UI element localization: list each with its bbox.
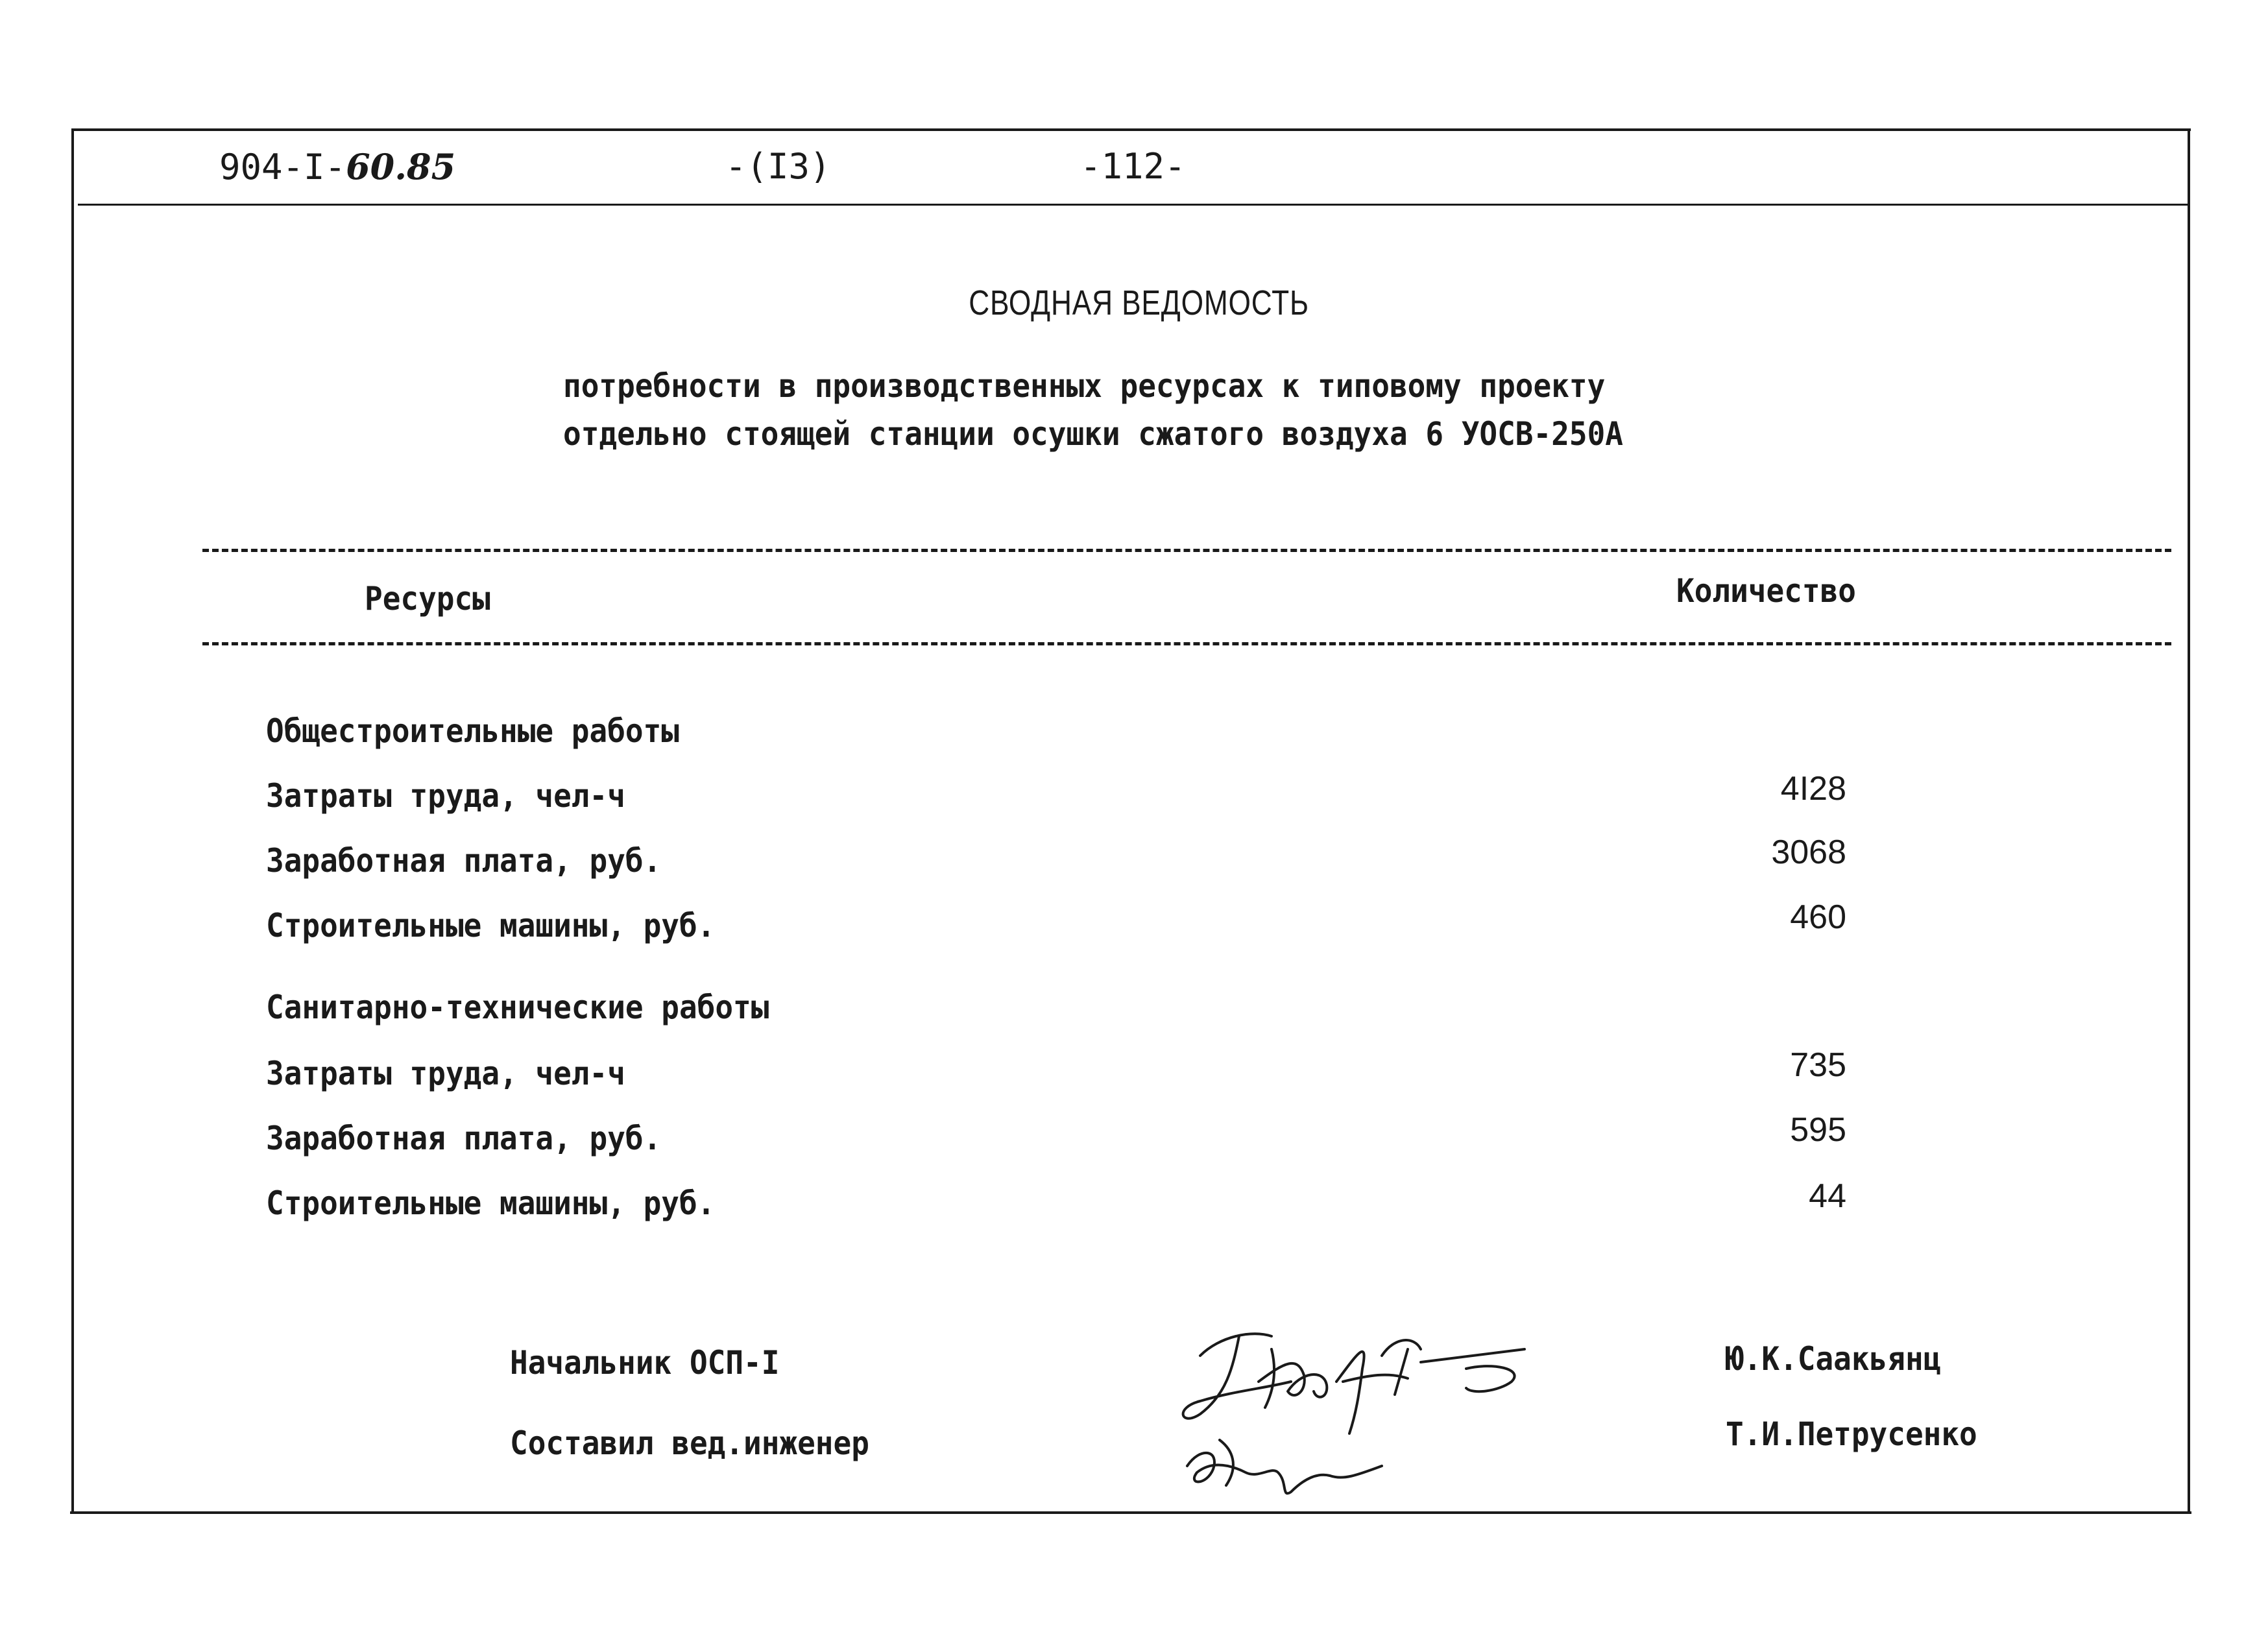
- doc-code-prefix: 904-I-: [219, 147, 346, 187]
- column-header-quantity: Количество: [1676, 572, 1856, 610]
- table-row-value: 595: [1790, 1111, 1846, 1149]
- column-header-resources: Ресурсы: [365, 580, 490, 618]
- header-divider: [78, 204, 2190, 206]
- section-title: Общестроительные работы: [266, 712, 679, 750]
- table-row-value: 4I28: [1780, 770, 1846, 808]
- table-row-value: 44: [1809, 1177, 1846, 1215]
- table-row-value: 3068: [1771, 834, 1846, 871]
- subtitle-line-1: потребности в производственных ресурсах к типовому проекту: [563, 367, 1606, 405]
- sheet-number: -(I3): [725, 146, 831, 187]
- table-row-label: Заработная плата, руб.: [266, 1120, 662, 1157]
- table-row-label: Строительные машины, руб.: [266, 907, 716, 944]
- table-top-dashed-line: [202, 549, 2171, 552]
- table-row-label: Затраты труда, чел-ч: [266, 777, 625, 815]
- head-title: Начальник ОСП-I: [510, 1344, 780, 1382]
- compiler-title: Составил вед.инженер: [510, 1424, 869, 1462]
- compiler-name: Т.И.Петрусенко: [1726, 1415, 1977, 1453]
- document-title: СВОДНАЯ ВЕДОМОСТЬ: [969, 283, 1309, 322]
- handwritten-signature: [1161, 1310, 1576, 1505]
- section-title: Санитарно-технические работы: [266, 989, 769, 1026]
- table-row-value: 460: [1790, 898, 1846, 936]
- doc-code: [219, 146, 456, 187]
- table-header-dashed-line: [202, 642, 2171, 645]
- table-row-label: Заработная плата, руб.: [266, 842, 662, 880]
- frame-left-border: [71, 128, 74, 1513]
- table-row-label: Строительные машины, руб.: [266, 1184, 716, 1222]
- page-number: -112-: [1080, 146, 1186, 187]
- table-row-value: 735: [1790, 1046, 1846, 1084]
- doc-code-handwritten: 60.85: [346, 146, 456, 187]
- frame-bottom-border: [70, 1511, 2191, 1514]
- subtitle-line-2: отдельно стоящей станции осушки сжатого воздуха 6 УОСВ-250А: [563, 415, 1623, 453]
- frame-right-border: [2188, 128, 2190, 1513]
- head-name: Ю.К.Саакьянц: [1726, 1340, 1942, 1378]
- frame-top-border: [73, 128, 2191, 131]
- table-row-label: Затраты труда, чел-ч: [266, 1055, 625, 1092]
